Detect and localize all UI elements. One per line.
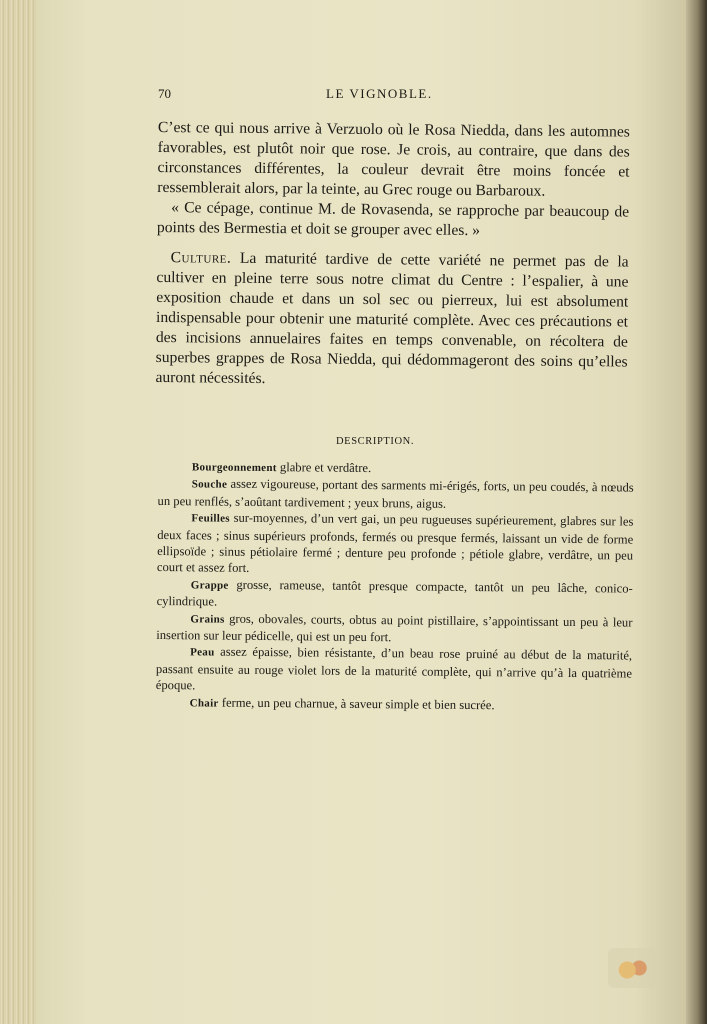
entry-term: Peau: [190, 646, 215, 660]
entry-term: Bourgeonnement: [191, 461, 277, 475]
description-entry: [156, 610, 632, 648]
book-page-edges: [0, 0, 40, 1024]
paragraph-rovasenda-quote: « Ce cépage, continue M. de Rovasenda, se rapproche par beaucoup de points des Bermestia et doit se grouper avec elles. »: [156, 199, 630, 240]
body-text: [155, 118, 630, 393]
entry-term: Grappe: [190, 579, 229, 592]
entry-text: assez vigoureuse, portant des sarments mi-érigés, forts, un peu coudés, à nœuds un peu renflés, s’aoûtant tardivement ; yeux bruns, aigus.: [157, 477, 634, 511]
paragraph-verzuolo: C’est ce qui nous arrive à Verzuolo où le Rosa Niedda, dans les automnes favorables, est plutôt noir que rose. Je crois, au contraire, que dans des circonstances différentes, la couleur devrait être moins foncée et ressemblerait alors, par la teinte, au Grec rouge ou Barbaroux.: [157, 118, 630, 200]
description-entry: [156, 643, 632, 698]
description-entry: [157, 576, 633, 614]
book-page: [36, 0, 686, 1024]
page-number: 70: [158, 86, 171, 101]
description-entry: [157, 509, 634, 580]
entry-term: Feuilles: [191, 512, 230, 525]
entry-text: sur-moyennes, d’un vert gai, un peu rugueuses supérieurement, glabres sur les deux faces ; sinus supérieurs profonds, fermés ou presque fermés, laissant un vide de forme ellipsoïde ; sinus pétiolaire fermé ; denture peu profonde ; pétiole glabre, verdâtre, un peu court et assez fort.: [156, 510, 634, 576]
culture-label: Culture.: [170, 249, 232, 267]
entry-text: assez épaisse, bien résistante, d’un beau rose pruiné au début de la maturité, passant ensuite au rouge violet lors de la maturité complète, qui n’arrive qu’à la quatrième époque.: [155, 645, 633, 693]
description-entry: [156, 694, 632, 716]
entry-term: Grains: [190, 612, 225, 626]
description-list: [156, 458, 634, 716]
culture-text: La maturité tardive de cette variété ne permet pas de la cultiver en pleine terre sous notre climat du Centre : l’espalier, à une exposition chaude et dans un sol sec ou pierreux, lui est absolument indispensable pour obtenir une maturité complète. Avec ces précautions et des incisions annuelaires faites en temps convenable, on récoltera de superbes grappes de Rosa Niedda, qui dédommageront des soins qu’elles auront nécessités.: [155, 249, 629, 388]
entry-text: ferme, un peu charnue, à saveur simple et bien sucrée.: [218, 695, 495, 712]
book-spine-shadow: [683, 0, 707, 1024]
paragraph-culture: [155, 248, 628, 393]
description-heading: DESCRIPTION.: [336, 436, 415, 447]
running-title: LE VIGNOBLE.: [326, 86, 433, 101]
entry-term: Souche: [191, 478, 228, 492]
entry-text: grosse, rameuse, tantôt presque compacte, tantôt un peu lâche, conico-cylindrique.: [156, 577, 633, 609]
description-entry: [158, 475, 634, 513]
entry-text: glabre et verdâtre.: [276, 460, 372, 476]
page-header: [158, 86, 584, 108]
library-stamp-mark: [608, 948, 656, 988]
entry-term: Chair: [189, 697, 219, 710]
entry-text: gros, obovales, courts, obtus au point pistillaire, s’appointissant un peu à leur insertion sur leur pédicelle, qui est un peu fort.: [156, 611, 633, 645]
